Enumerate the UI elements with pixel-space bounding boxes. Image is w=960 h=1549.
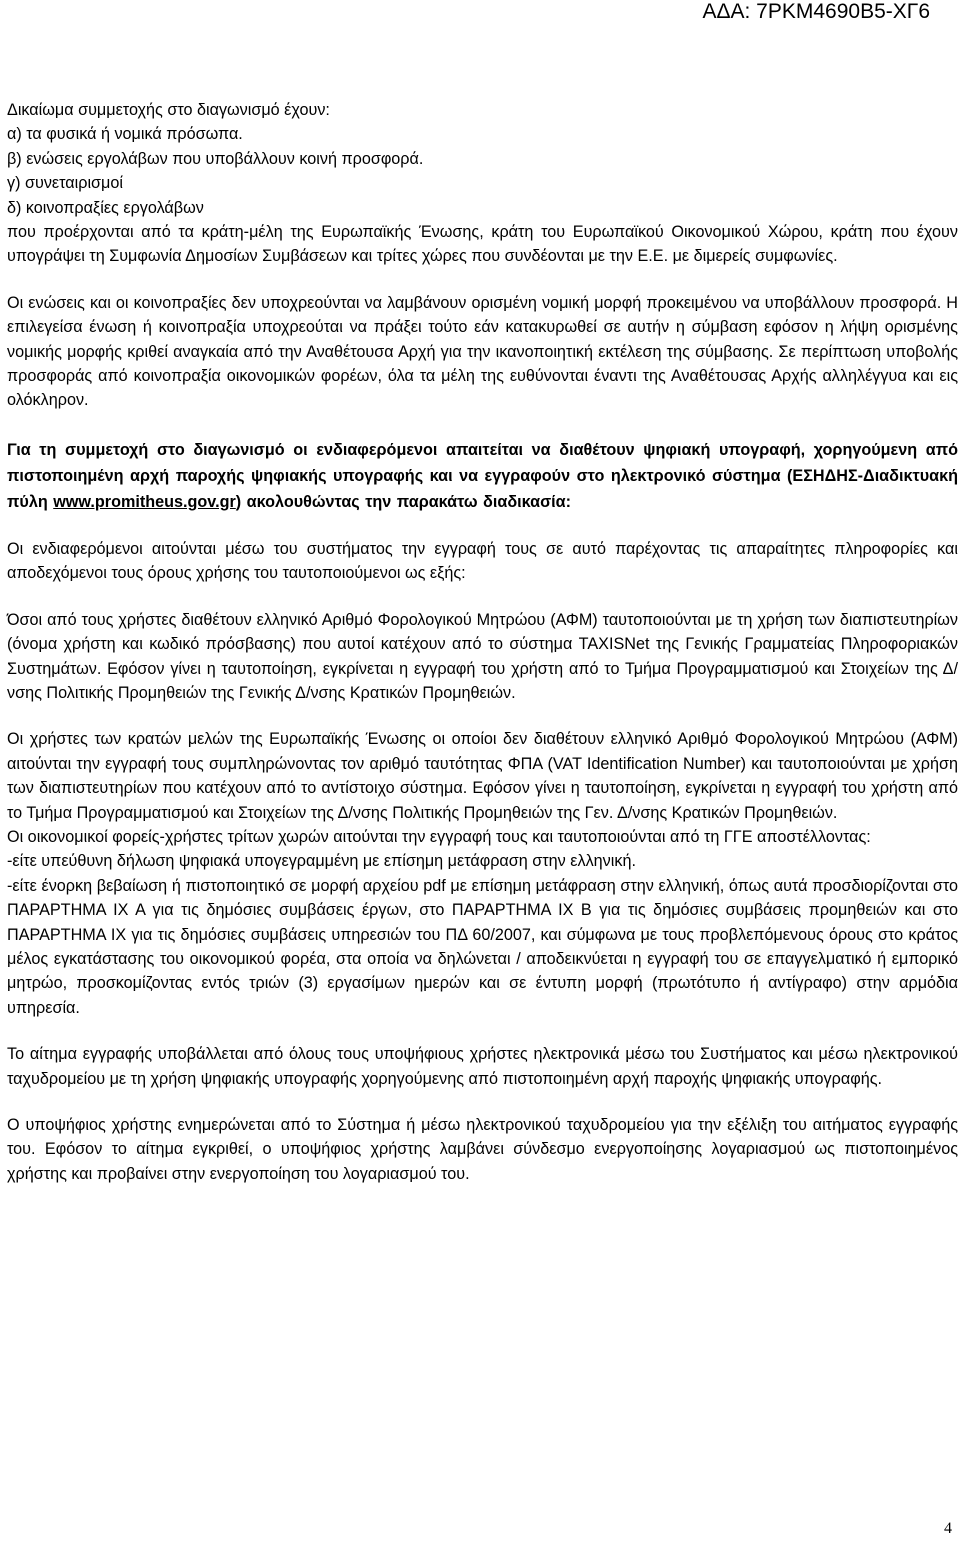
bold-notice-before: Για τη συμμετοχή στο διαγωνισμό οι ενδιαφερόμενοι απαιτείται να διαθέτουν ψηφιακή υπογραφή, χορηγούμενη από πιστοποιημένη αρχή παροχής ψηφιακής υπογραφής και να εγγραφούν στο ηλεκτρονικό σύστημα (ΕΣΗΔΗΣ-Διαδικτυακή πύλη [7,440,958,511]
participation-item-b: β) ενώσεις εργολάβων που υποβάλλουν κοινή προσφορά. [7,149,424,168]
bold-notice-after: ) ακολουθώντας την παρακάτω διαδικασία: [235,492,571,511]
third-country-option-1: -είτε υπεύθυνη δήλωση ψηφιακά υπογεγραμμένη με επίσημη μετάφραση στην ελληνική. [7,852,636,871]
document-body [7,98,958,1186]
participation-origin: που προέρχονται από τα κράτη-μέλη της Ευρωπαϊκής Ένωσης, κράτη του Ευρωπαϊκού Οικονομικού Χώρου, κράτη που έχουν υπογράψει τη Συμφωνία Δημοσίων Συμβάσεων και τρίτες χώρες που συνδέονται με την Ε.Ε. με διμερείς συμφωνίες. [7,223,958,266]
notification-paragraph: Ο υποψήφιος χρήστης ενημερώνεται από το Σύστημα ή μέσω ηλεκτρονικού ταχυδρομείου για την εξέλιξη του αιτήματος εγγραφής του. Εφόσον το αίτημα εγκριθεί, ο υποψήφιος χρήστης λαμβάνει σύνδεσμο ενεργοποίησης λογαριασμού ως πιστοποιημένος χρήστης και προβαίνει στην ενεργοποίηση του λογαριασμού του. [7,1116,958,1183]
participation-item-d: δ) κοινοπραξίες εργολάβων [7,198,204,217]
third-country-intro: Οι οικονομικοί φορείς-χρήστες τρίτων χωρών αιτούνται την εγγραφή τους και ταυτοποιούνται από τη ΓΓΕ αποστέλλοντας: [7,827,871,846]
third-country-option-2: -είτε ένορκη βεβαίωση ή πιστοποιητικό σε μορφή αρχείου pdf με επίσημη μετάφραση στην ελληνική, όπως αυτά προσδιορίζονται στο ΠΑΡΑΡΤΗΜΑ ΙΧ Α για τις δημόσιες συμβάσεις έργων, στο ΠΑΡΑΡΤΗΜΑ ΙΧ Β για τις δημόσιες συμβάσεις προμηθειών και στο ΠΑΡΑΡΤΗΜΑ ΙΧ για τις δημόσιες συμβάσεις υπηρεσιών του ΠΔ 60/2007, και σύμφωνα με τους προβλεπόμενους όρους στο κράτος μέλος εγκατάστασης του οικονομικού φορέα, στα οποία να δηλώνεται / αποδεικνύεται η εγγραφή του σε επαγγελματικό ή εμπορικό μητρώο, προσκομίζοντας εντός τριών (3) εργασίμων ημερών και σε έντυπη μορφή (πρωτότυπο ή αντίγραφο) στην αρμόδια υπηρεσία. [7,876,958,1017]
participation-item-c: γ) συνεταιρισμοί [7,174,123,193]
ada-code: ΑΔΑ: 7ΡΚΜ4690Β5-ΧΓ6 [702,0,930,23]
bold-notice [7,437,958,515]
afm-users-paragraph: Όσοι από τους χρήστες διαθέτουν ελληνικό Αριθμό Φορολογικού Μητρώου (ΑΦΜ) ταυτοποιούνται με τη χρήση των διαπιστευτηρίων (όνομα χρήστη και κωδικό πρόσβασης) που αυτοί κατέχουν από το σύστημα TAXISNet της Γενικής Γραμματείας Πληροφοριακών Συστημάτων. Εφόσον γίνει η ταυτοποίηση, εγκρίνεται η εγγραφή του χρήστη από το Τμήμα Προγραμματισμού και Στοιχείων της Δ/νσης Πολιτικής Προμηθειών της Γενικής Δ/νσης Κρατικών Προμηθειών. [7,610,958,702]
participation-intro: Δικαίωμα συμμετοχής στο διαγωνισμό έχουν: [7,101,330,119]
promitheus-link[interactable]: www.promitheus.gov.gr [53,492,236,511]
legal-form-paragraph: Οι ενώσεις και οι κοινοπραξίες δεν υποχρεούνται να λαμβάνουν ορισμένη νομική μορφή προκειμένου να υποβάλλουν προσφορά. Η επιλεγείσα ένωση ή κοινοπραξία υποχρεούται να πράξει τούτο εάν κατακυρωθεί σε αυτήν η σύμβαση εφόσον η λήψη ορισμένης νομικής μορφής κριθεί αναγκαία από την Αναθέτουσα Αρχή για την ικανοποιητική εκτέλεση της σύμβασης. Σε περίπτωση υποβολής προσφοράς από κοινοπραξία οικονομικών φορέων, όλα τα μέλη της ευθύνονται έναντι της Αναθέτουσας Αρχής αλληλέγγυα και εις ολόκληρον. [7,293,958,410]
application-submission-paragraph: Το αίτημα εγγραφής υποβάλλεται από όλους τους υποψήφιους χρήστες ηλεκτρονικά μέσω του Συστήματος και μέσω ηλεκτρονικού ταχυδρομείου με τη χρήση ψηφιακής υπογραφής χορηγούμενης από πιστοποιημένη αρχή παροχής ψηφιακής υπογραφής. [7,1045,958,1088]
participation-item-a: α) τα φυσικά ή νομικά πρόσωπα. [7,125,243,144]
eu-users-paragraph: Οι χρήστες των κρατών μελών της Ευρωπαϊκής Ένωσης οι οποίοι δεν διαθέτουν ελληνικό Αριθμό Φορολογικού Μητρώου (ΑΦΜ) αιτούνται την εγγραφή τους συμπληρώνοντας τον αριθμό ταυτότητας ΦΠΑ (VAT Identification Number) και ταυτοποιούνται με χρήση των διαπιστευτηρίων που κατέχουν από το αντίστοιχο σύστημα. Εφόσον γίνει η ταυτοποίηση, εγκρίνεται η εγγραφή του χρήστη από το Τμήμα Προγραμματισμού και Στοιχείων της Δ/νσης Πολιτικής Προμηθειών της Γεν. Δ/νσης Κρατικών Προμηθειών. [7,730,958,822]
page-number: 4 [944,1520,952,1537]
registration-intro: Οι ενδιαφερόμενοι αιτούνται μέσω του συστήματος την εγγραφή τους σε αυτό παρέχοντας τις απαραίτητες πληροφορίες και αποδεχόμενοι τους όρους χρήσης του ταυτοποιούμενοι ως εξής: [7,539,958,583]
